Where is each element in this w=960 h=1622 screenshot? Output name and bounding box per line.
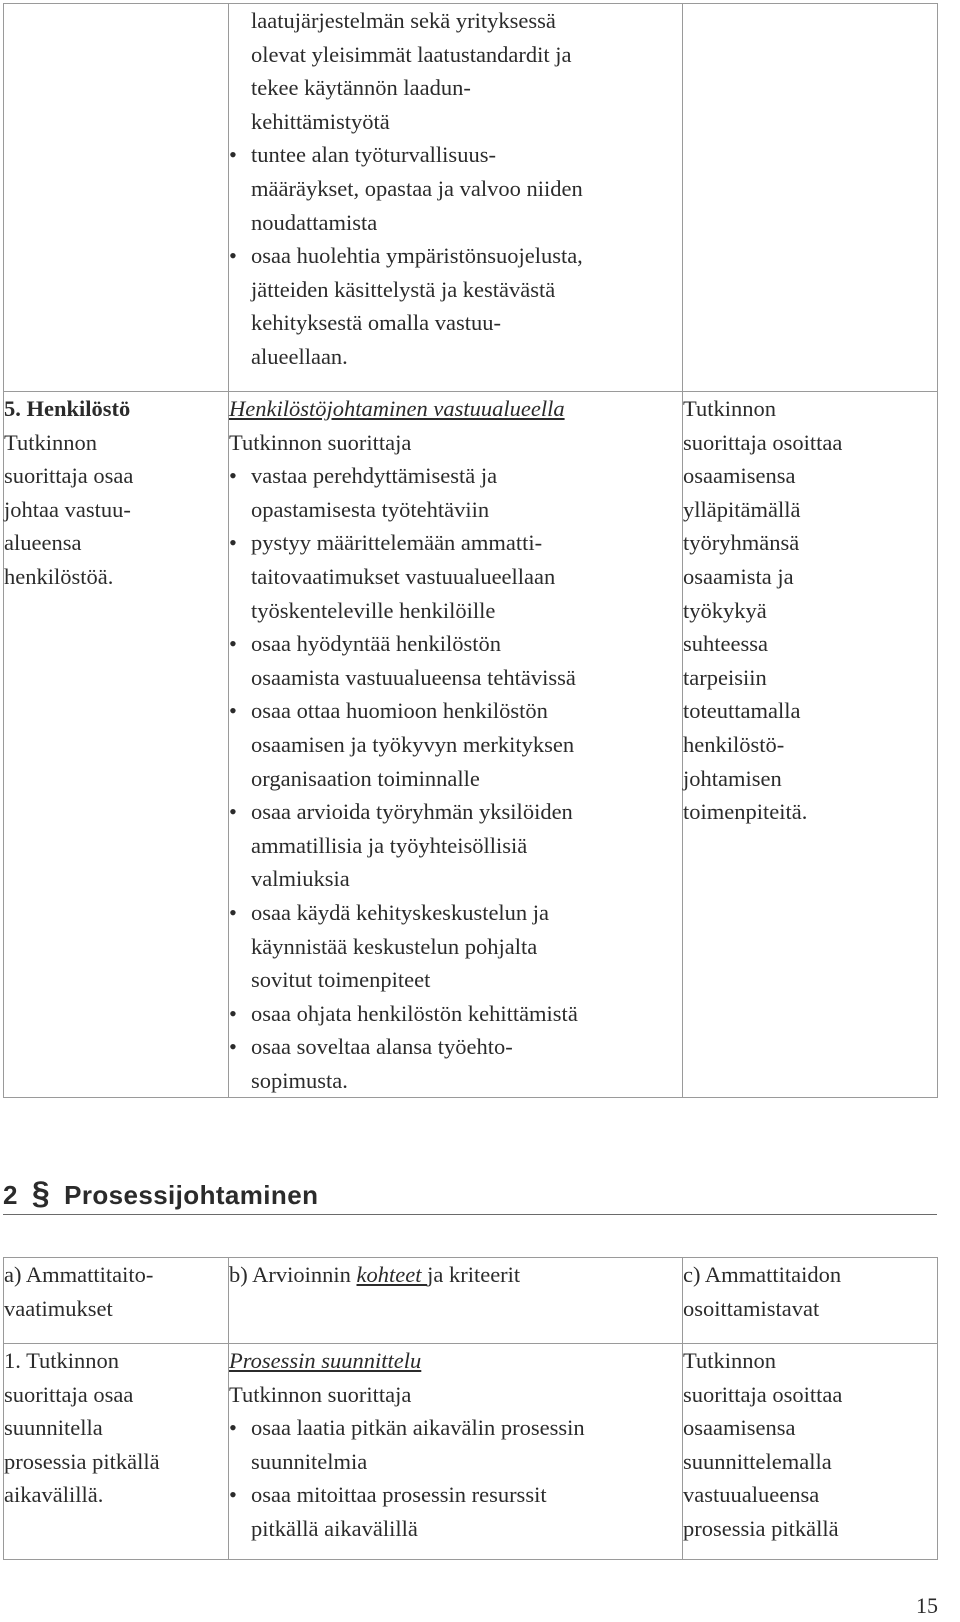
text-line: prosessia pitkällä (683, 1515, 839, 1541)
header-b-text: b) Arvioinnin (229, 1262, 357, 1287)
text-line: pitkällä aikavälillä (251, 1515, 418, 1541)
header-col-a (4, 1258, 229, 1344)
text-line: valmiuksia (251, 866, 350, 892)
list-item (229, 1478, 682, 1545)
text-line: työskenteleville henkilöille (251, 597, 496, 623)
list-item (229, 795, 682, 896)
list-item (229, 459, 682, 526)
text-line: suorittaja osaa (4, 463, 134, 489)
list-item (229, 1411, 682, 1478)
text-line: suunnitella (4, 1415, 103, 1441)
text-line: suhteessa (683, 631, 768, 657)
text-line: • pystyy määrittelemään ammatti- (251, 530, 543, 556)
row5-col-c (683, 392, 938, 1098)
list-item (229, 694, 682, 795)
page-number: 15 (916, 1593, 938, 1618)
text-line: osaamisensa (683, 1415, 796, 1441)
text-line: • osaa soveltaa alansa työehto- (251, 1034, 513, 1060)
text-line: osaamista vastuualueensa tehtävissä (251, 664, 576, 690)
text-line: osaamisensa (683, 463, 796, 489)
text-line: vastuualueensa (683, 1482, 820, 1508)
text-line: • osaa ohjata henkilöstön kehittämistä (251, 1000, 578, 1026)
list-item (229, 896, 682, 997)
continuation-col-c (683, 4, 938, 392)
table-row-henkilosto (4, 392, 938, 1098)
text-line: organisaation toiminnalle (251, 765, 480, 791)
text-line: ammatillisia ja työyhteisöllisiä (251, 832, 528, 858)
row1-col-b (229, 1344, 683, 1560)
text-line: • osaa huolehtia ympäristönsuojelusta, (251, 243, 583, 269)
text-line: prosessia pitkällä (4, 1448, 160, 1474)
text-line: ylläpitämällä (683, 496, 801, 522)
bullet-list (229, 459, 682, 1097)
row1-col-c (683, 1344, 938, 1560)
continuation-text (229, 4, 682, 138)
list-item (229, 627, 682, 694)
text-line: aikavälillä. (4, 1482, 104, 1508)
list-item (229, 997, 682, 1031)
text-line: laatujärjestelmän sekä yrityksessä (251, 8, 556, 33)
text-line: vaatimukset (4, 1295, 113, 1321)
criteria-table-bottom (3, 1257, 938, 1560)
text-line: c) Ammattitaidon (683, 1262, 842, 1287)
text-line: • osaa mitoittaa prosessin resurssit (251, 1482, 547, 1508)
text-line: henkilöstöä. (4, 563, 114, 589)
list-item (229, 1030, 682, 1097)
text-line: työryhmänsä (683, 530, 800, 556)
text-line: määräykset, opastaa ja valvoo niiden (251, 175, 583, 201)
text-line: suorittaja osoittaa (683, 429, 843, 455)
section-number: 2 (3, 1180, 18, 1210)
text-line: • osaa käydä kehityskeskustelun ja (251, 899, 550, 925)
text-line: Tutkinnon (683, 1348, 776, 1373)
text-line: sovitut toimenpiteet (251, 967, 431, 993)
text-line: osaamisen ja työkyvyn merkityksen (251, 731, 575, 757)
table-row-prosessi (4, 1344, 938, 1560)
text-line: suunnitelmia (251, 1448, 368, 1474)
table-row-continuation (4, 4, 938, 392)
text-line: toimenpiteitä. (683, 799, 808, 825)
bullet-list (229, 138, 682, 373)
text-line: sopimusta. (251, 1067, 348, 1093)
list-item (229, 138, 682, 239)
continuation-col-a (4, 4, 229, 392)
text-line: Tutkinnon (4, 429, 97, 455)
text-line: toteuttamalla (683, 698, 801, 724)
text-line: alueellaan. (251, 343, 348, 369)
row5-title: 5. Henkilöstö (4, 396, 131, 421)
text-line: tarpeisiin (683, 664, 767, 690)
text-line: • osaa ottaa huomioon henkilöstön (251, 698, 548, 724)
text-line: henkilöstö- (683, 731, 785, 757)
header-b-underlined: kohteet (356, 1262, 428, 1287)
text-line: • osaa hyödyntää henkilöstön (251, 631, 501, 657)
text-line: osoittamistavat (683, 1295, 820, 1321)
header-col-c (683, 1258, 938, 1344)
row1-col-a (4, 1344, 229, 1560)
text-line: taitovaatimukset vastuualueellaan (251, 563, 556, 589)
header-col-b (229, 1258, 683, 1344)
section-title: Prosessijohtaminen (64, 1180, 319, 1210)
text-line: suunnittelemalla (683, 1448, 832, 1474)
text-line: • osaa arvioida työryhmän yksilöiden (251, 799, 573, 825)
header-b-text-end: ja kriteerit (427, 1262, 521, 1287)
text-line: johtaa vastuu- (4, 496, 131, 522)
list-item (229, 526, 682, 627)
text-line: • osaa laatia pitkän aikavälin prosessin (251, 1415, 585, 1441)
list-item (229, 239, 682, 373)
text-line: noudattamista (251, 209, 378, 235)
row5-col-a (4, 392, 229, 1098)
bullet-list (229, 1411, 682, 1545)
row5-criteria-heading: Henkilöstöjohtaminen vastuualueella (229, 396, 565, 421)
text-line: kehittämistyötä (251, 108, 390, 134)
text-line: 1. Tutkinnon (4, 1348, 120, 1373)
text-line: • tuntee alan työturvallisuus- (251, 142, 496, 168)
text-line: työkykyä (683, 597, 767, 623)
text-line: suorittaja osoittaa (683, 1381, 843, 1407)
text-line: olevat yleisimmät laatustandardit ja (251, 41, 572, 67)
text-line: johtamisen (683, 765, 782, 791)
criteria-table-top (3, 3, 938, 1098)
text-line: jätteiden käsittelystä ja kestävästä (251, 276, 556, 302)
row5-criteria-intro: Tutkinnon suorittaja (229, 429, 412, 455)
table-header-row (4, 1258, 938, 1344)
section-symbol: § (31, 1175, 51, 1211)
row1-criteria-intro: Tutkinnon suorittaja (229, 1381, 412, 1407)
text-line: a) Ammattitaito- (4, 1262, 154, 1287)
text-line: alueensa (4, 530, 82, 556)
text-line: suorittaja osaa (4, 1381, 134, 1407)
text-line: käynnistää keskustelun pohjalta (251, 933, 538, 959)
section-heading (3, 1175, 937, 1215)
text-line: osaamista ja (683, 563, 794, 589)
text-line: tekee käytännön laadun- (251, 75, 471, 101)
text-line: kehityksestä omalla vastuu- (251, 310, 501, 336)
text-line: Tutkinnon (683, 396, 776, 421)
text-line: opastamisesta työtehtäviin (251, 496, 490, 522)
row5-col-b (229, 392, 683, 1098)
row1-criteria-heading: Prosessin suunnittelu (229, 1348, 422, 1373)
continuation-col-b (229, 4, 683, 392)
text-line: • vastaa perehdyttämisestä ja (251, 463, 498, 489)
